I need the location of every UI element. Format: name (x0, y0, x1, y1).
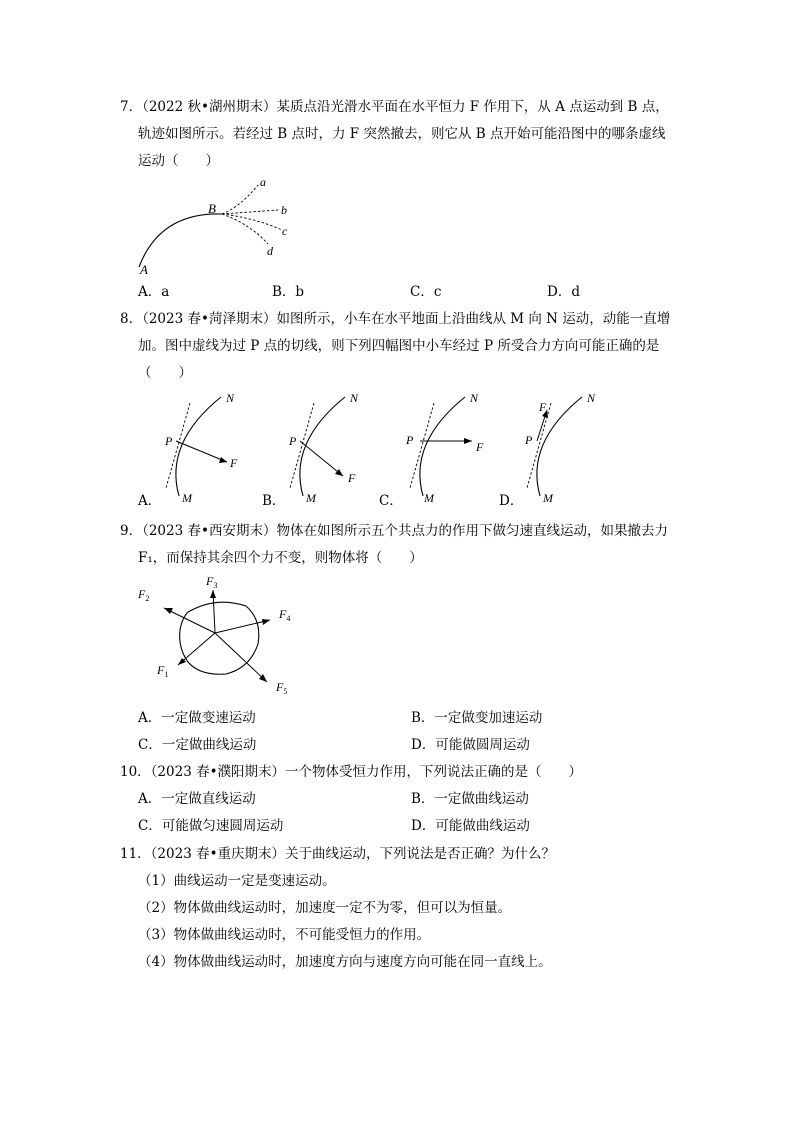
q11-item-2: （2）物体做曲线运动时，加速度一定不为零，但可以为恒量。 (138, 900, 512, 916)
q10-option-c[interactable]: C．可能做匀速圆周运动 (138, 818, 284, 834)
label-P: P (406, 433, 414, 447)
q7-stem-line-3: 运动（ ） (138, 153, 219, 169)
q11-item-3: （3）物体做曲线运动时，不可能受恒力的作用。 (138, 927, 431, 943)
q9-option-c[interactable]: C．一定做曲线运动 (138, 737, 257, 753)
label-F: F (539, 400, 547, 414)
q7-option-b[interactable]: B．b (272, 284, 305, 300)
q8-figure-a (158, 388, 258, 506)
q7-stem-line-1: 7．（2022 秋•湖州期末）某质点沿光滑水平面在水平恒力 F 作用下，从 A 点运动到 B 点， (120, 99, 669, 115)
label-F4: $F_4$ (279, 607, 291, 623)
label-F: F (476, 440, 484, 454)
label-N: N (350, 391, 359, 405)
q7-option-c[interactable]: C．c (410, 284, 442, 300)
q10-option-a[interactable]: A．一定做直线运动 (138, 791, 256, 807)
q10-option-d[interactable]: D．可能做曲线运动 (411, 818, 530, 834)
label-F3: $F_3$ (206, 574, 218, 590)
q8-option-a[interactable]: A． (138, 493, 162, 509)
q8-stem-line-3: （ ） (138, 365, 192, 381)
label-M: M (182, 491, 192, 505)
label-point-A: A (140, 262, 148, 277)
q7-option-d[interactable]: D．d (547, 284, 580, 300)
q10-option-b[interactable]: B．一定做曲线运动 (411, 791, 529, 807)
label-P: P (525, 433, 533, 447)
label-b: b (281, 203, 287, 217)
label-M: M (306, 491, 316, 505)
label-F1: $F_1$ (157, 663, 169, 679)
q8-stem-line-2: 加。图中虚线为过 P 点的切线，则下列四幅图中小车经过 P 所受合力方向可能正确的是 (138, 338, 660, 354)
q7-stem-line-2: 轨迹如图所示。若经过 B 点时，力 F 突然撤去，则它从 B 点开始可能沿图中的哪条虚线 (138, 126, 666, 142)
q8-figure-d (519, 388, 619, 506)
q8-option-c[interactable]: C． (379, 493, 403, 509)
label-F: F (230, 456, 238, 470)
q7-trajectory-figure (130, 172, 300, 280)
label-P: P (289, 434, 297, 448)
q11-stem: 11．（2023 春•重庆期末）关于曲线运动，下列说法是否正确？为什么？ (120, 846, 556, 862)
label-d: d (267, 244, 273, 258)
q9-option-a[interactable]: A．一定做变速运动 (138, 710, 256, 726)
label-F5: $F_5$ (276, 680, 288, 696)
q10-stem: 10．（2023 春•濮阳期末）一个物体受恒力作用，下列说法正确的是（ ） (120, 764, 583, 780)
label-N: N (470, 391, 479, 405)
q8-figure-b (282, 388, 382, 506)
q9-option-d[interactable]: D．可能做圆周运动 (411, 737, 530, 753)
label-M: M (424, 491, 434, 505)
label-N: N (226, 391, 235, 405)
q9-stem-line-1: 9．（2023 春•西安期末）物体在如图所示五个共点力的作用下做匀速直线运动，如果撤去力 (120, 523, 668, 539)
q7-option-a[interactable]: A．a (138, 284, 170, 300)
q8-option-b[interactable]: B． (262, 493, 286, 509)
label-F: F (348, 471, 356, 485)
q8-figure-c (402, 388, 502, 506)
q9-option-b[interactable]: B．一定做变加速运动 (411, 710, 543, 726)
q9-forces-figure (130, 570, 310, 700)
q11-item-4: （4）物体做曲线运动时，加速度方向与速度方向可能在同一直线上。 (138, 954, 552, 970)
q8-option-d[interactable]: D． (499, 493, 524, 509)
label-P: P (165, 434, 173, 448)
label-F2: $F_2$ (138, 587, 150, 603)
label-c: c (282, 224, 288, 238)
q11-item-1: （1）曲线运动一定是变速运动。 (138, 873, 336, 889)
q9-stem-line-2: F₁，而保持其余四个力不变，则物体将（ ） (138, 550, 423, 566)
label-N: N (587, 391, 596, 405)
label-a: a (260, 175, 266, 189)
q8-stem-line-1: 8．（2023 春•菏泽期末）如图所示，小车在水平地面上沿曲线从 M 向 N 运动，动能一直增 (120, 311, 671, 327)
label-point-B: B (208, 201, 216, 216)
label-M: M (543, 491, 553, 505)
